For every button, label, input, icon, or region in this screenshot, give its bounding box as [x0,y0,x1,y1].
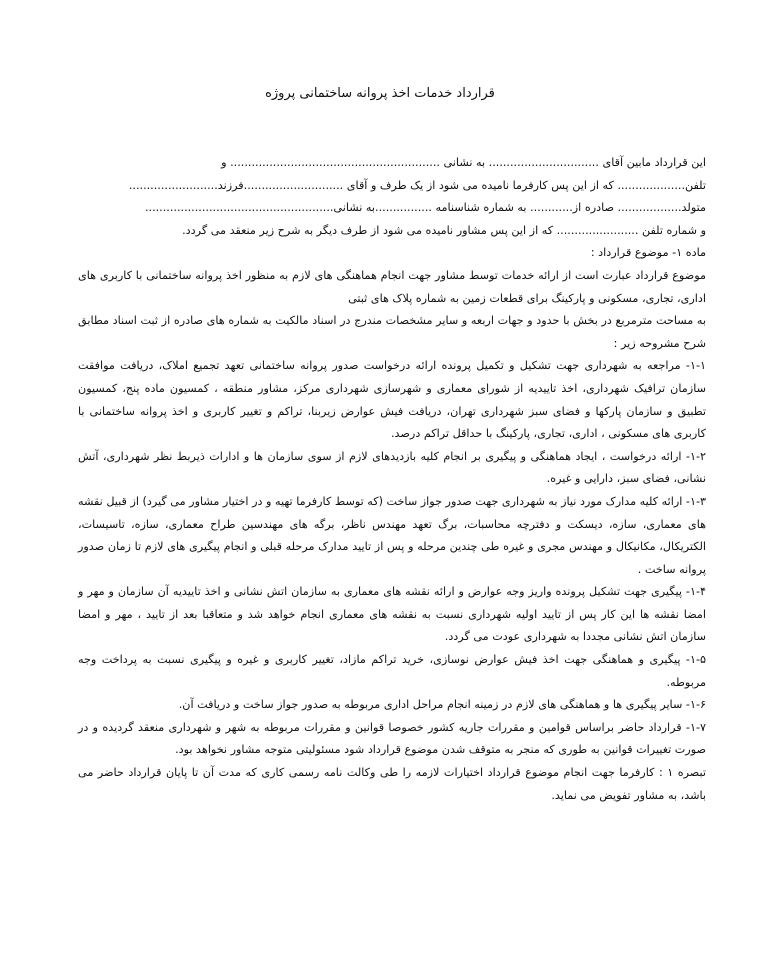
document-body [78,152,706,807]
clause-1-5: ۱-۵- پیگیری و هماهنگی جهت اخذ فیش عوارض نوسازی، خرید تراکم مازاد، تغییر کاربری و غیره و پیگیری نسبت به پرداخت وجه مربوطه. [78,653,706,689]
document-title: قرارداد خدمات اخذ پروانه ساختمانی پروژه [265,86,495,101]
clause-1-7: ۱-۷- قرارداد حاضر براساس قوامین و مقررات جاریه کشور خصوصا قوانین و مقررات مربوطه به شهر و شهرداری منعقد گردیده و در صورت تغییرات قوانین به طوری که منجر به متوقف شدن موضوع قرارداد شود مسئولیتی متوجه مشاور نخواهد بود. [78,720,706,757]
note-1: تبصره ۱ : کارفرما جهت انجام موضوع قرارداد اختیارات لازمه را طی وکالت نامه رسمی کاری که مدت آن تا پایان قرارداد حاضر می باشد، به مشاور تفویض می نماید. [78,766,706,802]
subject-paragraph: موضوع قرارداد عبارت است از ارائه خدمات توسط مشاور جهت انجام هماهنگی های لازم به منظور اخذ پروانه ساختمانی با کاربری های اداری، تجاری، مسکونی و پارکینگ برای قطعات زمین به شماره پلاک های ثبتی [78,268,706,305]
header-line-1: این قرارداد مابین آقای ............................... به نشانی ........................................................... و [221,156,706,169]
header-line-3: متولد.................. صادره از............ به شماره شناسنامه ................به نشانی..................................................... [144,201,706,215]
clause-1-6: ۱-۶- سایر پیگیری ها و هماهنگی های لازم در زمینه انجام مراحل اداری مربوطه به صدور جواز ساخت و دریافت آن. [178,698,706,712]
clause-1-1: ۱-۱- مراجعه به شهرداری جهت تشکیل و تکمیل پرونده ارائه درخواست صدور پروانه ساختمانی تعهد تجمیع املاک، دریافت موافقت سازمان ترافیک شهرداری، اخذ تاییدیه از شورای معماری و شهرسازی شهرداری مرکز، مشاور منطقه ، کمسیون ماده پنج، کمسیون تطبیق و سازمان پارکها و فضای سبز شهرداری تهران، دریافت فیش عوارض زیربنا، تراکم و تغییر کاربری و اخذ پروانه ساختمانی با کاربری های مسکونی ، اداری، تجاری، پارکینگ با حداقل تراکم درصد. [78,359,706,441]
header-line-4: و شماره تلفن ....................... که از این پس مشاور نامیده می شود از طرف دیگر به شرح زیر منعقد می گردد. [182,223,706,237]
clause-1-3: ۱-۳- ارائه کلیه مدارک مورد نیاز به شهرداری جهت صدور جواز ساخت (که توسط کارفرما تهیه و در اختیار مشاور می گیرد) از قبیل نقشه های معماری، سازه، دیسکت و دفترچه محاسبات، برگ تعهد مهندس ناظر، برگه های مهندسین طراح معماری، سازه، تاسیسات، الکتریکال، مکانیکال و مهندس مجری و غیره طی چندین مرحله و پس از تایید مدارک مرحله قبلی و انجام پیگیری های لازم تا زمان صدور پروانه ساخت . [78,494,706,576]
article-heading: ماده ۱- موضوع قرارداد : [590,246,706,260]
clause-1-2: ۱-۲- ارائه درخواست ، ایجاد هماهنگی و پیگیری بر انجام کلیه بازدیدهای لازم از سوی سازمان ها و ادارات ذیربط نظر شهرداری، آتش نشانی، فضای سبز، دارایی و غیره. [78,449,706,486]
area-paragraph: به مساحت مترمربع در بخش با حدود و جهات اربعه و سایر مشخصات مندرج در اسناد مالکیت به شماره های صادره از ثبت اسناد مطابق شرح مشروحه زیر : [78,314,706,350]
header-line-2: تلفن................... که از این پس کارفرما نامیده می شود از یک طرف و آقای ............................فرزند......................... [128,178,706,192]
clause-1-4: ۱-۴- پیگیری جهت تشکیل پرونده واریز وجه عوارض و ارائه نقشه های معماری به سازمان اتش نشانی و اخذ تاییدیه آن سازمان و مهر و امضا نقشه ها این کار پس از تایید اولیه شهرداری نسبت به نقشه های معماری انجام خواهد شد و متعاقبا بعد از تایید ، مهر و امضا سازمان اتش نشانی مجددا به شهرداری عودت می گردد. [78,585,706,644]
